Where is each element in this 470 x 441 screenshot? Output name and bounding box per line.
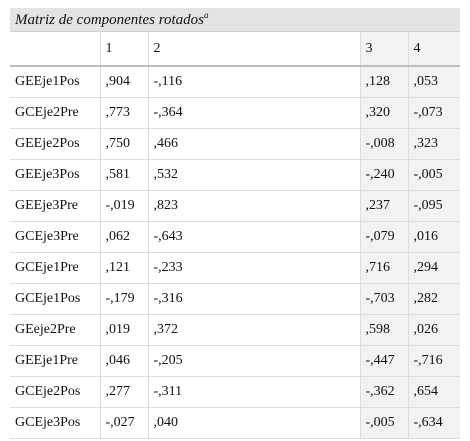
table-row: [10, 191, 460, 222]
table-row: [10, 408, 460, 439]
table-row: [10, 66, 460, 98]
table-cell: -,005: [360, 408, 408, 439]
table-cell: -,073: [408, 98, 460, 129]
row-label: GEEje3Pos: [10, 160, 100, 191]
header-corner-cell: [10, 32, 100, 67]
table-cell: ,750: [100, 129, 148, 160]
table-cell: ,026: [408, 315, 460, 346]
row-label: GCEje3Pos: [10, 408, 100, 439]
table-cell: ,053: [408, 66, 460, 98]
table-cell: -,447: [360, 346, 408, 377]
table-cell: -,311: [148, 377, 360, 408]
table-cell: -,116: [148, 66, 360, 98]
table-cell: ,372: [148, 315, 360, 346]
table-cell: -,005: [408, 160, 460, 191]
row-label: GCEje1Pre: [10, 253, 100, 284]
table-cell: -,233: [148, 253, 360, 284]
table-cell: -,703: [360, 284, 408, 315]
table-row: [10, 377, 460, 408]
row-label: GCEje3Pre: [10, 222, 100, 253]
row-label: GCEje2Pos: [10, 377, 100, 408]
table-cell: ,019: [100, 315, 148, 346]
table-row: [10, 284, 460, 315]
table-cell: -,019: [100, 191, 148, 222]
row-label: GCEje2Pre: [10, 98, 100, 129]
table-cell: ,046: [100, 346, 148, 377]
table-row: [10, 98, 460, 129]
row-label: GEEje1Pre: [10, 346, 100, 377]
table-cell: ,773: [100, 98, 148, 129]
table-cell: -,364: [148, 98, 360, 129]
table-row: [10, 253, 460, 284]
table-row: [10, 160, 460, 191]
table-cell: ,320: [360, 98, 408, 129]
table-cell: -,643: [148, 222, 360, 253]
table-cell: -,027: [100, 408, 148, 439]
table-cell: -,179: [100, 284, 148, 315]
table-title: [10, 8, 460, 32]
column-header-1: 1: [100, 32, 148, 67]
column-header-2: 2: [148, 32, 360, 67]
table-cell: ,294: [408, 253, 460, 284]
table-cell: -,008: [360, 129, 408, 160]
table-cell: -,240: [360, 160, 408, 191]
row-label: GEeje2Pre: [10, 315, 100, 346]
row-label: GEEje3Pre: [10, 191, 100, 222]
table-cell: -,095: [408, 191, 460, 222]
table-row: [10, 222, 460, 253]
table-title-row: [10, 8, 460, 32]
table-cell: ,598: [360, 315, 408, 346]
table-cell: ,654: [408, 377, 460, 408]
table-body: [10, 32, 460, 439]
table-row: [10, 315, 460, 346]
table-cell: ,581: [100, 160, 148, 191]
table-cell: ,532: [148, 160, 360, 191]
table-cell: -,634: [408, 408, 460, 439]
row-label: GEEje1Pos: [10, 66, 100, 98]
table-cell: ,716: [360, 253, 408, 284]
table-row: [10, 129, 460, 160]
table-cell: -,716: [408, 346, 460, 377]
table-cell: -,205: [148, 346, 360, 377]
table-header-row: [10, 32, 460, 67]
table-title-text: Matriz de componentes rotados: [15, 12, 205, 28]
table-cell: -,079: [360, 222, 408, 253]
table-cell: ,128: [360, 66, 408, 98]
table-cell: ,904: [100, 66, 148, 98]
row-label: GEEje2Pos: [10, 129, 100, 160]
row-label: GCEje1Pos: [10, 284, 100, 315]
table-cell: ,823: [148, 191, 360, 222]
table-cell: ,282: [408, 284, 460, 315]
table-cell: ,016: [408, 222, 460, 253]
column-header-3: 3: [360, 32, 408, 67]
table-row: [10, 346, 460, 377]
table-cell: ,121: [100, 253, 148, 284]
table-cell: ,040: [148, 408, 360, 439]
rotated-components-table: [10, 8, 460, 439]
table-title-footnote-mark: a: [204, 10, 209, 20]
table-cell: ,466: [148, 129, 360, 160]
column-header-4: 4: [408, 32, 460, 67]
table-cell: ,323: [408, 129, 460, 160]
table-cell: ,277: [100, 377, 148, 408]
table-cell: -,316: [148, 284, 360, 315]
table-cell: -,362: [360, 377, 408, 408]
table-cell: ,062: [100, 222, 148, 253]
table-cell: ,237: [360, 191, 408, 222]
